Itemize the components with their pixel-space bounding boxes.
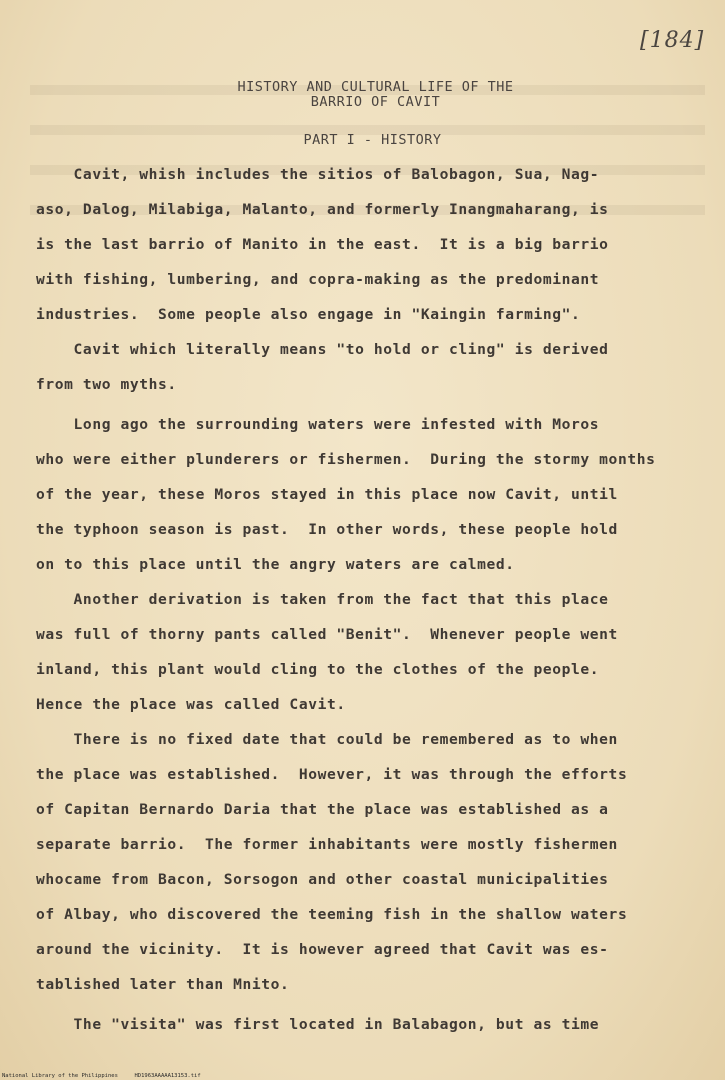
text-line: whocame from Bacon, Sorsogon and other coastal municipalities: [36, 871, 609, 888]
text-line: the place was established. However, it was through the efforts: [36, 766, 628, 783]
part-heading: PART I - HISTORY: [303, 132, 442, 148]
text-line: with fishing, lumbering, and copra-making as the predominant: [36, 271, 600, 288]
text-line: was full of thorny pants called "Benit". Whenever people went: [36, 626, 618, 643]
scan-footer: National Library of the Philippines HD1963AAAAA13153.tif: [2, 1073, 201, 1079]
text-line: on to this place until the angry waters are calmed.: [36, 556, 515, 573]
text-line: Another derivation is taken from the fact that this place: [36, 591, 609, 608]
document-title: HISTORY AND CULTURAL LIFE OF THE: [237, 79, 514, 95]
text-line: who were either plunderers or fishermen. During the stormy months: [36, 451, 656, 468]
text-line: The "visita" was first located in Balabagon, but as time: [36, 1016, 600, 1033]
text-line: is the last barrio of Manito in the east. It is a big barrio: [36, 236, 609, 253]
text-line: of Capitan Bernardo Daria that the place was established as a: [36, 801, 609, 818]
page-number: [184]: [640, 28, 705, 53]
text-line: Cavit, whish includes the sitios of Balobagon, Sua, Nag-: [36, 166, 600, 183]
text-line: the typhoon season is past. In other words, these people hold: [36, 521, 618, 538]
text-line: aso, Dalog, Milabiga, Malanto, and formerly Inangmaharang, is: [36, 201, 609, 218]
text-line: of Albay, who discovered the teeming fish in the shallow waters: [36, 906, 628, 923]
text-line: There is no fixed date that could be remembered as to when: [36, 731, 618, 748]
text-line: separate barrio. The former inhabitants were mostly fishermen: [36, 836, 618, 853]
text-line: around the vicinity. It is however agreed that Cavit was es-: [36, 941, 609, 958]
text-line: industries. Some people also engage in "Kaingin farming".: [36, 306, 581, 323]
text-line: tablished later than Mnito.: [36, 976, 290, 993]
text-line: Cavit which literally means "to hold or cling" is derived: [36, 341, 609, 358]
text-line: inland, this plant would cling to the clothes of the people.: [36, 661, 600, 678]
document-subtitle: BARRIO OF CAVIT: [310, 94, 441, 110]
text-line: Hence the place was called Cavit.: [36, 696, 346, 713]
text-line: of the year, these Moros stayed in this place now Cavit, until: [36, 486, 618, 503]
text-line: Long ago the surrounding waters were infested with Moros: [36, 416, 600, 433]
text-line: from two myths.: [36, 376, 177, 393]
